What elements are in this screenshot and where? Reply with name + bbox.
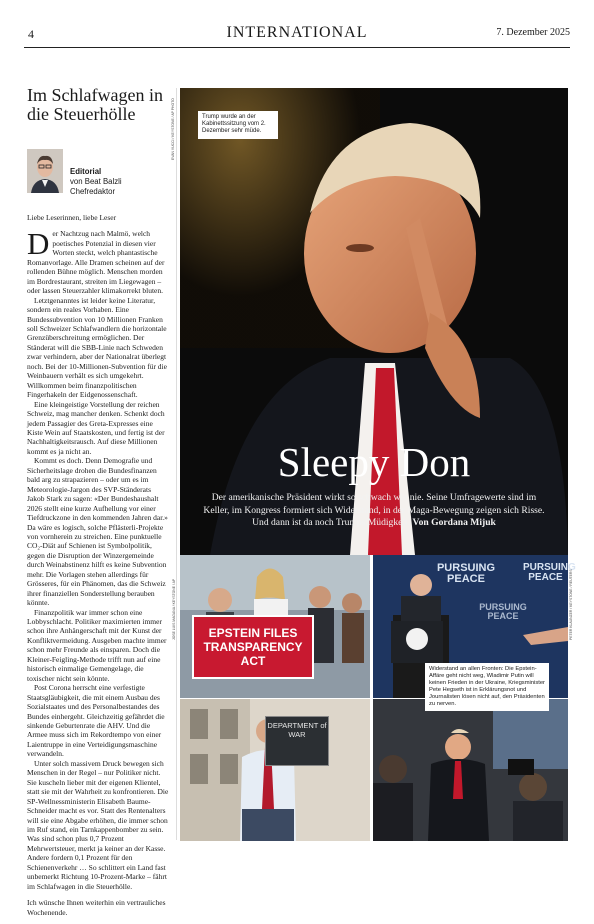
editorial-label: Editorial (70, 167, 102, 176)
header-rule (24, 47, 570, 48)
section-title: INTERNATIONAL (226, 24, 368, 41)
paragraph-4: Kommt es doch. Denn Demografie und Sicherheitslage drohen die Bundesfinanzen bald arg zu strapazieren – oder um es im Meteorologie-Jargon des SVP-Ständerats Jakob Stark zu sagen: «Der Bundeshaushalt 2026 stellt eine kurze Aufhellung vor einer Tiefdruckzone in den kommenden Jahren dar.» Da wäre es logisch, solche Pflästerli-Projekte von vornherein zu streichen. Eine punktuelle CO₂-Diät auf Schienen ist Symbolpolitik, gegen die Disruption der Winzergemeinde durch Weinabstinenz hilft es keine Subvention mehr. Die Vorlagen stehen allerdings für Grösseres, für ein Phänomen, das die Schweiz ihrer finanziellen Sonderstellung berauben könnte. (27, 456, 168, 608)
hero-photo-credit: EVAN VUCCI / KEYSTONE / AP PHOTO (171, 98, 175, 160)
gallery-credit-left: JOSE LUIS MAGANA / KEYSTONE / AP (172, 578, 176, 640)
paragraph-6: Post Corona herrscht eine verfestigte Staatsgläubigkeit, die mit einem Ausbau des Sozialstaates und des Personalbestandes des Bundes einhergeht. Gleichzeitig gefährdet die sinkende Geburtenrate die AHV. Und die Armee muss sich im Rekordtempo von einer Laientruppe in eine Verteidigungsmaschine verwandeln. (27, 683, 165, 759)
epstein-protest-sign: EPSTEIN FILES TRANSPARENCY ACT (192, 615, 314, 679)
peace-backdrop-text: PURSUING PEACE (436, 562, 496, 585)
author-portrait (27, 149, 63, 193)
hero-caption: Trump wurde an der Kabinettssitzung vom 2. Dezember sehr müde. (198, 111, 278, 139)
feature-title: Sleepy Don (277, 439, 471, 485)
issue-date: 7. Dezember 2025 (496, 27, 570, 38)
paragraph-3: Eine kleingeistige Vorstellung der reichen Schweiz, mag mancher denken. Schenkt doch jedem Passagier des Greta-Expresses eine Kiste Wein auf Staatskosten, und fertig ist der Nachhaltigkeitsrausch. Auf diese Millionen kommt es ja nicht an. (27, 399, 165, 456)
department-sign: DEPARTMENT of WAR (265, 716, 329, 766)
feature-lead-text: Der amerikanische Präsident wirkt so schwach wie nie. Seine Umfragewerte sind im Keller, im Kongress formiert sich Widerstand, in der Maga-Bewegung zeigen sich Risse. Und dann ist da noch Trumps Müdigkeit. (203, 492, 545, 528)
column-divider (176, 88, 177, 840)
editorial-body (27, 213, 170, 924)
feature-author: Von Gordana Mijuk (412, 517, 496, 528)
editorial-author: von Beat Balzli (70, 176, 122, 186)
editorial-role: Chefredaktor (70, 186, 116, 196)
editorial-headline: Im Schlafwagen in die Steuerhölle (27, 85, 163, 124)
feature-lead (198, 492, 550, 530)
salutation: Liebe Leserinnen, liebe Leser (27, 213, 117, 222)
peace-backdrop-text-2: PURSUING PEACE (523, 562, 576, 583)
peace-backdrop-text-3: PURSUING PEACE (479, 602, 527, 621)
paragraph-7: Unter solch massivem Druck bewegen sich Menschen in der Regel – nur Politiker nicht. Sie kuscheln lieber mit der eigenen Klientel, statt sie mit der Wahrheit zu konfrontieren. Die SP-Wellnessministerin Elisabeth Baume-Schneider macht es vor. Statt des Rentenalters will sie eine Abgabe erhöhen, die immer schon im Ruf stand, ein Tarnkappenbomber zu sein. Was sind schon plus 0,7 Prozent Mehrwertsteuer, merkt ja keiner an der Kasse. Andere fordern 0,1 Prozent für den Schienenverkehr … So schlittert ein Land fast unbemerkt Richtung 10-Prozent-Marke – fährt im Schlafwagen in die Steuerhölle. (27, 758, 169, 891)
gallery-credit-right: PETER KLAUNZER / KEYSTONE / REUTERS (569, 569, 573, 640)
dropcap: D (27, 226, 50, 262)
paragraph-1: er Nachtzug nach Malmö, welch poetisches Potenzial in diesen vier Worten steckt, welch phantastische Romanvorlage. Alle Dramen scheinen auf der rollenden Bühne möglich. Menschen morden im Bordrestaurant, streiten im Liegewagen – oder lassen Steuerzahler klimakorrekt bluten. (27, 229, 165, 296)
closing-line: Ich wünsche Ihnen weiterhin ein vertrauliches Wochenende. (27, 898, 166, 917)
gallery-caption: Widerstand an allen Fronten: Die Epstein-Affäre geht nicht weg, Wladimir Putin will keinen Frieden in der Ukraine, Kriegsminister Pete Hegseth ist in Erklärungsnot und Journalisten lösen nicht auf, den Präsidenten zu nerven. (425, 663, 549, 711)
paragraph-5: Finanzpolitik war immer schon eine Lobbyschlacht. Politiker maximierten immer schon ihre Anhängerschaft mit der Kunst der Konfliktvermeidung. Ausgeben machte immer schon mehr Freunde als einsparen. Doch die Kleiner-Feigling-Methode trifft nun auf eine historisch einmalige Gemengelage, die toxischer nicht sein könnte. (27, 607, 167, 683)
paragraph-2: Letztgenanntes ist leider keine Literatur, sondern ein reales Vorhaben. Eine Bundessubvention von 10 Millionen Franken soll Schweizer Schlafwandlern die horizontale Grenzüberschreitung ermöglichen. Der Ständerat will die SBB-Linie nach Schweden zwar verhindern, aber der Nationalrat überlegt noch. Bei der 10-Millionen-Subvention für die Weinbauern verhält es sich umgekehrt. Willkommen beim finanzpolitischen Fingerhakeln der Eidgenossenschaft. (27, 295, 167, 400)
editorial-byline (70, 167, 122, 196)
page-number: 4 (28, 27, 34, 41)
photo-press-scrum (373, 699, 568, 841)
